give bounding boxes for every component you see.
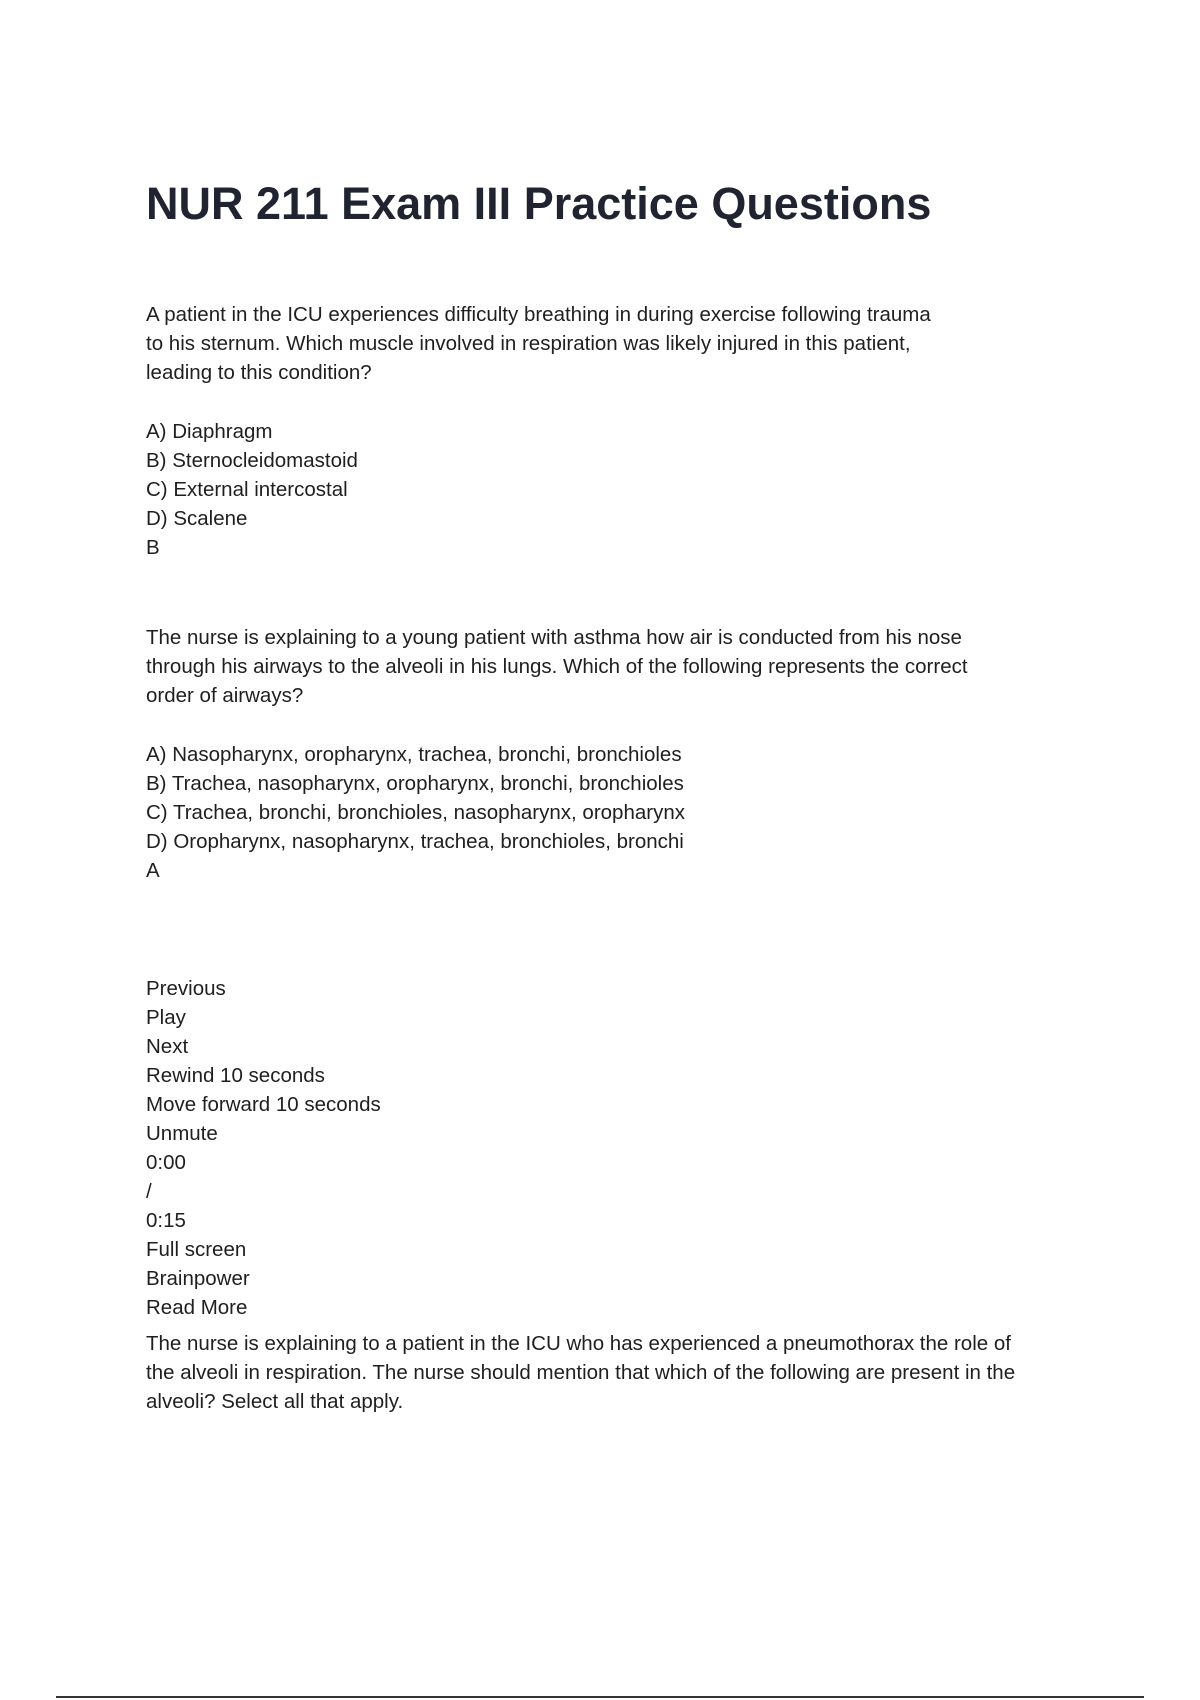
page-title: NUR 211 Exam III Practice Questions <box>146 178 932 229</box>
question-3-text <box>146 1329 1015 1416</box>
read-more-link[interactable]: Read More <box>146 1296 248 1319</box>
question-2-text <box>146 623 968 710</box>
option-b: B) Sternocleidomastoid <box>146 449 358 472</box>
question-1-text <box>146 300 931 387</box>
option-c: C) Trachea, bronchi, bronchioles, nasopharynx, oropharynx <box>146 801 685 824</box>
rewind-button[interactable]: Rewind 10 seconds <box>146 1064 325 1087</box>
answer: A <box>146 859 160 882</box>
fullscreen-button[interactable]: Full screen <box>146 1238 247 1261</box>
question-line: A patient in the ICU experiences difficulty breathing in during exercise following trauma <box>146 303 931 326</box>
video-player-controls <box>146 974 381 1322</box>
next-button[interactable]: Next <box>146 1035 189 1058</box>
question-line: order of airways? <box>146 684 304 707</box>
play-button[interactable]: Play <box>146 1006 186 1029</box>
question-1-options <box>146 417 358 562</box>
question-line: The nurse is explaining to a young patient with asthma how air is conducted from his nose <box>146 626 962 649</box>
footer-divider <box>56 1696 1144 1698</box>
question-line: the alveoli in respiration. The nurse should mention that which of the following are present in the <box>146 1361 1016 1384</box>
forward-button[interactable]: Move forward 10 seconds <box>146 1093 381 1116</box>
option-a: A) Nasopharynx, oropharynx, trachea, bronchi, bronchioles <box>146 743 682 766</box>
question-line: alveoli? Select all that apply. <box>146 1390 404 1413</box>
time-separator: / <box>146 1180 152 1203</box>
option-d: D) Scalene <box>146 507 248 530</box>
previous-button[interactable]: Previous <box>146 977 226 1000</box>
option-b: B) Trachea, nasopharynx, oropharynx, bronchi, bronchioles <box>146 772 684 795</box>
duration: 0:15 <box>146 1209 186 1232</box>
current-time: 0:00 <box>146 1151 186 1174</box>
brand-link[interactable]: Brainpower <box>146 1267 250 1290</box>
unmute-button[interactable]: Unmute <box>146 1122 218 1145</box>
question-line: The nurse is explaining to a patient in the ICU who has experienced a pneumothorax the role of <box>146 1332 1011 1355</box>
question-2-options <box>146 740 685 885</box>
question-line: to his sternum. Which muscle involved in respiration was likely injured in this patient, <box>146 332 911 355</box>
option-a: A) Diaphragm <box>146 420 273 443</box>
question-line: through his airways to the alveoli in his lungs. Which of the following represents the correct <box>146 655 968 678</box>
option-c: C) External intercostal <box>146 478 348 501</box>
question-line: leading to this condition? <box>146 361 372 384</box>
option-d: D) Oropharynx, nasopharynx, trachea, bronchioles, bronchi <box>146 830 684 853</box>
answer: B <box>146 536 160 559</box>
